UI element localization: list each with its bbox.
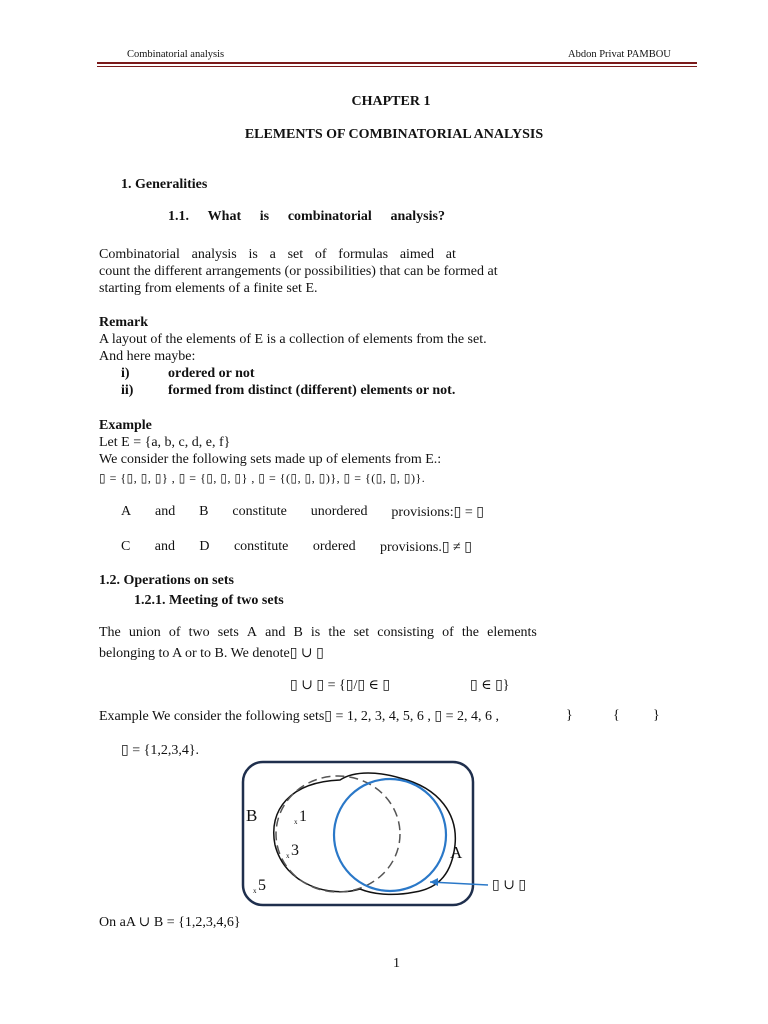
header-left: Combinatorial analysis	[127, 49, 225, 60]
remark-item-1-num: i)	[121, 366, 130, 381]
chapter-heading: CHAPTER 1	[351, 94, 431, 109]
venn-point-1-marker: x	[294, 818, 298, 826]
union-example-line: Example We consider the following sets▯ = 1, 2, 3, 4, 5, 6 , ▯ = 2, 4, 6 ,	[99, 709, 499, 724]
remark-label: Remark	[99, 315, 148, 330]
section-1-2-heading: 1.2. Operations on sets	[99, 573, 234, 588]
page-number: 1	[393, 956, 400, 971]
example-row-2: C and D constitute ordered provisions.▯ ≠ ▯	[121, 539, 472, 555]
intro-line-1: Combinatorial analysis is a set of formulas aimed at	[99, 247, 456, 262]
section-1-2-1-heading: 1.2.1. Meeting of two sets	[134, 593, 284, 608]
example-label: Example	[99, 418, 152, 433]
venn-set-a-circle	[334, 779, 446, 891]
example-line-1: Let E = {a, b, c, d, e, f}	[99, 435, 231, 450]
remark-item-2-text: formed from distinct (different) elements or not.	[168, 383, 456, 398]
example-sets: ▯ = {▯, ▯, ▯} , ▯ = {▯, ▯, ▯} , ▯ = {(▯, ▯, ▯)}, ▯ = {(▯, ▯, ▯)}.	[99, 471, 426, 485]
section-1-1-heading: 1.1. What is combinatorial analysis?	[168, 209, 445, 224]
venn-universe-box	[243, 762, 473, 905]
union-brace-2: {	[613, 708, 620, 723]
intro-line-3: starting from elements of a finite set E.	[99, 281, 318, 296]
union-set-b: ▯ = {1,2,3,4}.	[121, 743, 200, 758]
venn-point-1: 1	[299, 808, 307, 825]
remark-line-2: And here maybe:	[99, 349, 196, 364]
section-1-heading: 1. Generalities	[121, 177, 208, 192]
venn-point-3-marker: x	[286, 852, 290, 860]
remark-item-2-num: ii)	[121, 383, 134, 398]
header-right: Abdon Privat PAMBOU	[568, 49, 671, 60]
union-brace-1: }	[566, 708, 573, 723]
example-line-2: We consider the following sets made up of elements from E.:	[99, 452, 442, 467]
example-row-1: A and B constitute unordered provisions:▯ = ▯	[121, 504, 484, 520]
chapter-title: ELEMENTS OF COMBINATORIAL ANALYSIS	[244, 127, 544, 142]
venn-arrow-line	[430, 882, 488, 885]
conclusion-line: On aA ∪ B = {1,2,3,4,6}	[99, 915, 241, 930]
union-formula-left: ▯ ∪ ▯ = {▯/▯ ∈ ▯	[290, 678, 391, 693]
union-line-1: The union of two sets A and B is the set consisting of the elements	[99, 625, 537, 640]
remark-line-1: A layout of the elements of E is a collection of elements from the set.	[99, 332, 487, 347]
union-formula-right: ▯ ∈ ▯}	[470, 678, 510, 693]
venn-point-5: 5	[258, 877, 266, 894]
venn-label-b: B	[246, 806, 258, 825]
union-brace-3: }	[653, 708, 660, 723]
union-line-2: belonging to A or to B. We denote▯ ∪ ▯	[99, 646, 324, 661]
remark-item-1-text: ordered or not	[168, 366, 255, 381]
venn-point-3: 3	[291, 842, 299, 859]
intro-line-2: count the different arrangements (or possibilities) that can be formed at	[99, 264, 498, 279]
venn-label-a: A	[450, 843, 463, 862]
venn-arrow-label: ▯ ∪ ▯	[492, 878, 527, 893]
venn-point-5-marker: x	[253, 887, 257, 895]
